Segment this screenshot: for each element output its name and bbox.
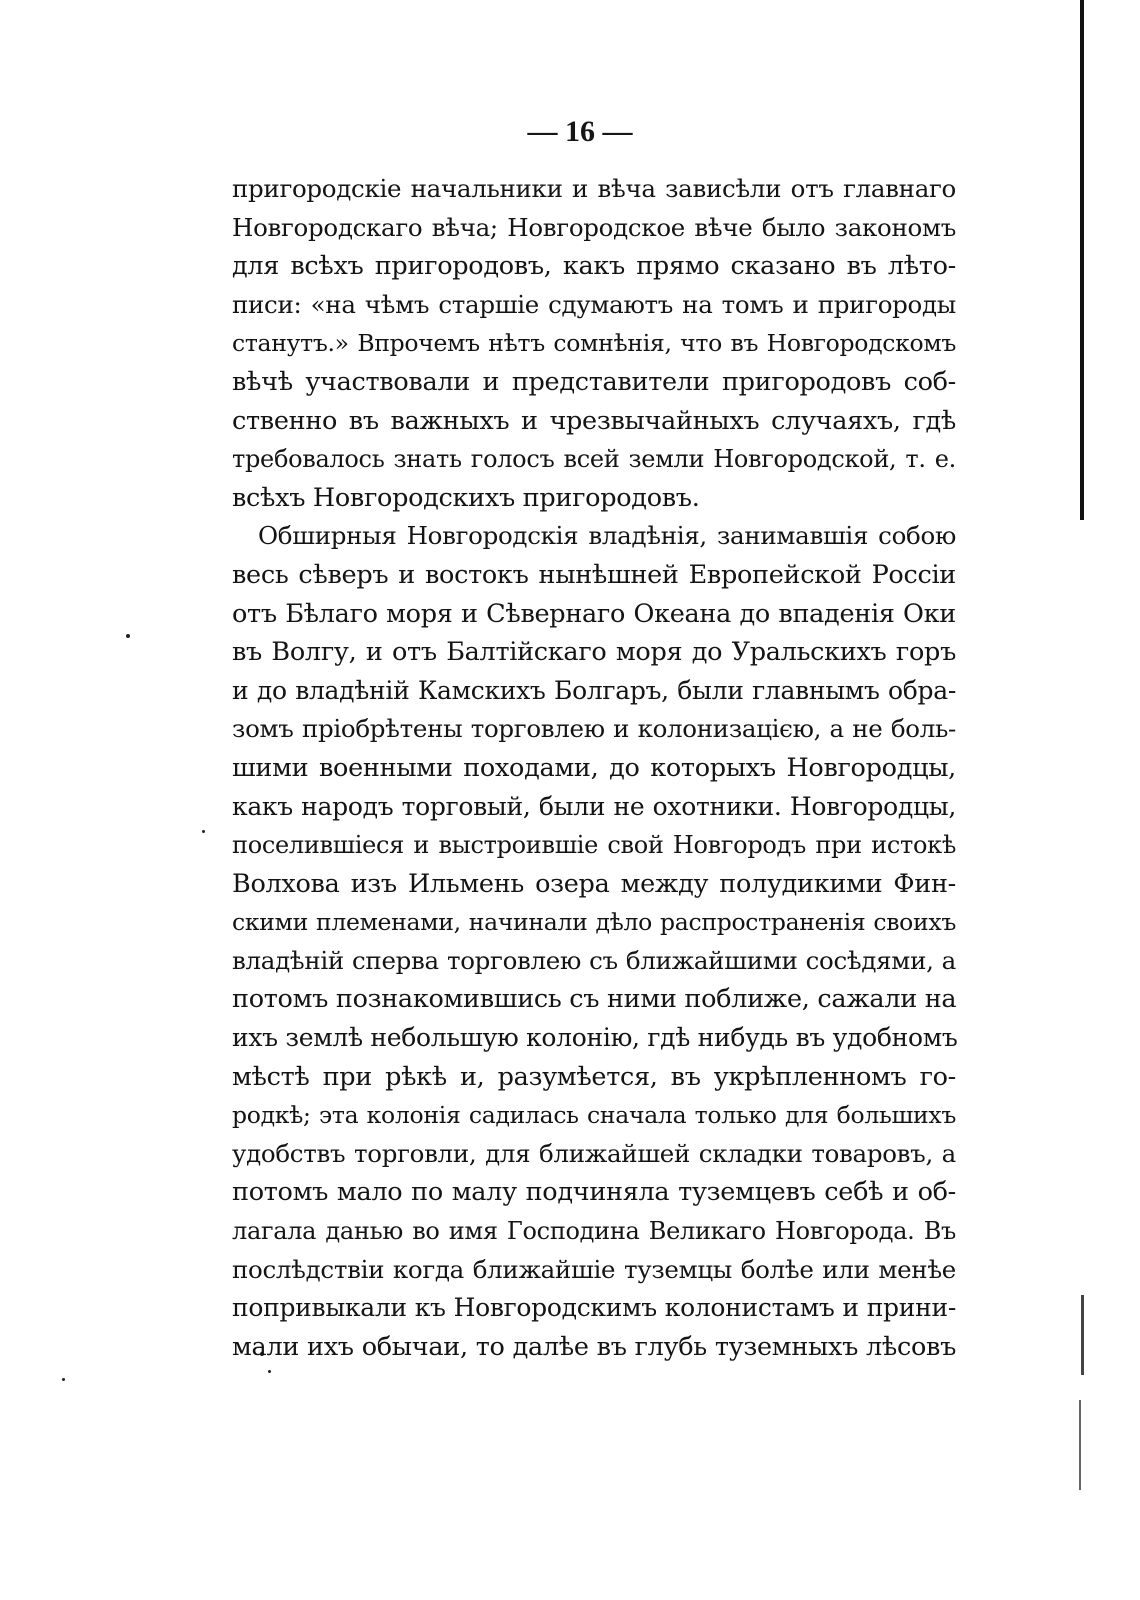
text-line: ственно въ важныхъ и чрезвычайныхъ случаяхъ, гдѣ: [232, 405, 956, 436]
scan-speck: [62, 1378, 65, 1381]
text-line: всѣхъ Новгородскихъ пригородовъ.: [232, 482, 700, 513]
text-line: шими военными походами, до которыхъ Новгородцы,: [232, 752, 956, 783]
text-line: поселившіеся и выстроившіе свой Новгородъ при истокѣ: [232, 831, 956, 860]
text-line: скими племенами, начинали дѣло распространенія своихъ: [232, 908, 956, 937]
text-line: потомъ мало по малу подчиняла туземцевъ себѣ и об-: [232, 1177, 956, 1208]
text-line: родкѣ; эта колонія садилась сначала только для большихъ: [232, 1101, 956, 1130]
scan-speck: [202, 830, 205, 833]
text-line: и до владѣній Камскихъ Болгаръ, были главнымъ обра-: [232, 675, 956, 705]
paragraph-first-line: Обширныя Новгородскія владѣнія, занимавшія собою: [258, 521, 956, 551]
text-line: вѣчѣ участвовали и представители пригородовъ соб-: [232, 366, 956, 397]
text-line: какъ народъ торговый, были не охотники. Новгородцы,: [232, 791, 956, 821]
text-line: мали ихъ обычаи, то далѣе въ глубь туземныхъ лѣсовъ: [232, 1331, 956, 1362]
text-line: требовалось знать голосъ всей земли Новгородской, т. е.: [232, 445, 956, 474]
text-line: зомъ пріобрѣтены торговлею и колонизацією, а не боль-: [232, 714, 956, 744]
scan-speck: [268, 1370, 271, 1373]
text-line: станутъ.» Впрочемъ нѣтъ сомнѣнія, что въ Новгородскомъ: [232, 329, 956, 358]
text-line: Новгородскаго вѣча; Новгородское вѣче было закономъ: [232, 212, 956, 242]
page-number: — 16 —: [527, 115, 633, 148]
text-line: въ Волгу, и отъ Балтійскаго моря до Уральскихъ горъ: [232, 637, 956, 668]
text-line: ихъ землѣ небольшую колонію, гдѣ нибудь въ удобномъ: [232, 1023, 958, 1053]
text-line: удобствъ торговли, для ближайшей складки товаровъ, а: [232, 1138, 956, 1168]
text-line: попривыкали къ Новгородскимъ колонистамъ и прини-: [232, 1293, 956, 1323]
text-line: пригородскіе начальники и вѣча зависѣли отъ главнаго: [232, 174, 956, 203]
text-line: для всѣхъ пригородовъ, какъ прямо сказано въ лѣто-: [232, 251, 956, 282]
text-line: мѣстѣ при рѣкѣ и, разумѣется, въ укрѣпленномъ го-: [232, 1061, 956, 1092]
text-line: послѣдствіи когда ближайшіе туземцы болѣе или менѣе: [232, 1254, 956, 1284]
scan-speck: [126, 634, 130, 638]
page-binding-edge: [1080, 0, 1084, 520]
text-line: весь сѣверъ и востокъ нынѣшней Европейской Россіи: [232, 559, 956, 590]
page-binding-edge: [1081, 1295, 1084, 1375]
text-line: Волхова изъ Ильмень озера между полудикими Фин-: [232, 868, 956, 899]
text-line: потомъ познакомившись съ ними поближе, сажали на: [232, 984, 957, 1015]
page-binding-edge: [1079, 1400, 1081, 1490]
text-line: писи: «на чѣмъ старшіе сдумаютъ на томъ и пригороды: [232, 289, 956, 319]
text-line: лагала данью во имя Господина Великаго Новгорода. Въ: [232, 1217, 956, 1246]
text-line: отъ Бѣлаго моря и Сѣвернаго Океана до впаденія Оки: [232, 598, 956, 629]
text-line: владѣній сперва торговлею съ ближайшими сосѣдями, а: [232, 945, 956, 975]
body-text: [232, 170, 956, 1366]
